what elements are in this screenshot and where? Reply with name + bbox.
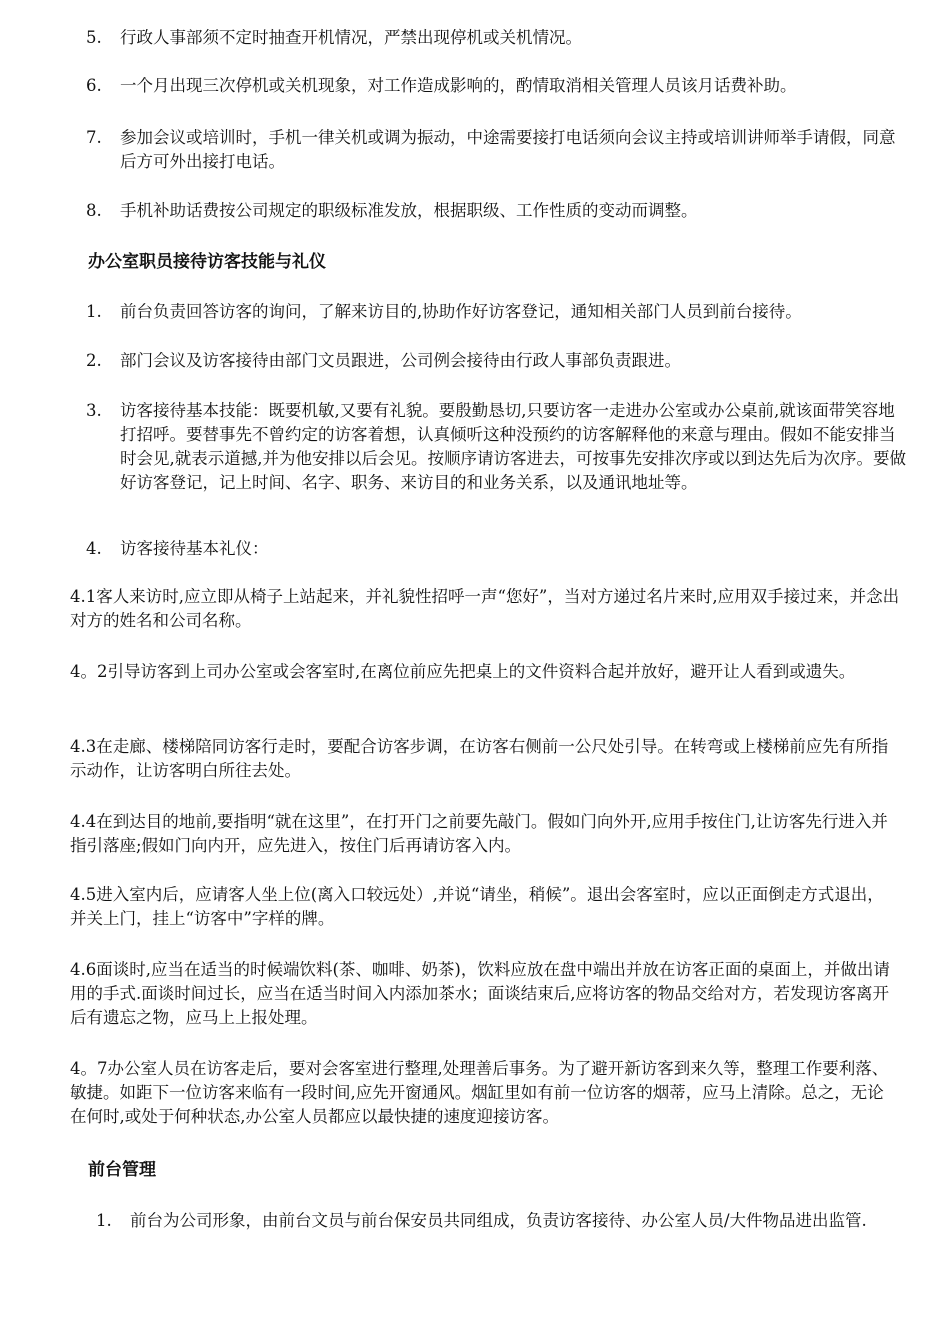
list-text: 前台负责回答访客的询问，了解来访目的,协助作好访客登记，通知相关部门人员到前台接待。 <box>120 302 802 321</box>
list-number: 1. <box>96 1211 112 1230</box>
section-heading: 前台管理 <box>88 1160 156 1180</box>
list-number: 1. <box>86 302 102 321</box>
sub-paragraph: 4.6面谈时,应当在适当的时候端饮料(茶、咖啡、奶茶)，饮料应放在盘中端出并放在访客正面的桌面上，并做出请用的手式.面谈时间过长，应当在适当时间入内添加茶水；面谈结束后,应将访客的物品交给对方，若发现访客离开后有遗忘之物，应马上上报处理。 <box>70 960 890 1027</box>
list-number: 4. <box>86 539 102 558</box>
list-text: 访客接待基本技能：既要机敏,又要有礼貌。要殷勤恳切,只要访客一走进办公室或办公桌前,就该面带笑容地打招呼。要替事先不曾约定的访客着想，认真倾听这种没预约的访客解释他的来意与理由。假如不能安排当时会见,就表示道撼,并为他安排以后会见。按顺序请访客进去，可按事先安排次序或以到达先后为次序。要做好访客登记，记上时间、名字、职务、来访目的和业务关系，以及通讯地址等。 <box>120 401 906 492</box>
list-text: 行政人事部须不定时抽查开机情况，严禁出现停机或关机情况。 <box>120 28 582 47</box>
sub-paragraph: 4。2引导访客到上司办公室或会客室时,在离位前应先把桌上的文件资料合起并放好，避开让人看到或遗失。 <box>70 662 856 681</box>
list-number: 2. <box>86 351 102 370</box>
sub-paragraph: 4。7办公室人员在访客走后，要对会客室进行整理,处理善后事务。为了避开新访客到来久等，整理工作要利落、敏捷。如距下一位访客来临有一段时间,应先开窗通风。烟缸里如有前一位访客的烟蒂，应马上清除。总之，无论在何时,或处于何种状态,办公室人员都应以最快捷的速度迎接访客。 <box>70 1059 889 1126</box>
sub-paragraph: 4.3在走廊、楼梯陪同访客行走时，要配合访客步调，在访客右侧前一公尺处引导。在转弯或上楼梯前应先有所指示动作，让访客明白所往去处。 <box>70 737 889 780</box>
list-number: 8. <box>86 201 102 220</box>
list-text: 前台为公司形象，由前台文员与前台保安员共同组成，负责访客接待、办公室人员/大件物品进出监管. <box>130 1211 867 1230</box>
list-number: 7. <box>86 128 102 147</box>
list-text: 部门会议及访客接待由部门文员跟进，公司例会接待由行政人事部负责跟进。 <box>120 351 681 370</box>
list-text: 手机补助话费按公司规定的职级标准发放，根据职级、工作性质的变动而调整。 <box>120 201 698 220</box>
sub-paragraph: 4.1客人来访时,应立即从椅子上站起来，并礼貌性招呼一声“您好”，当对方递过名片来时,应用双手接过来，并念出对方的姓名和公司名称。 <box>70 587 900 630</box>
section-heading: 办公室职员接待访客技能与礼仪 <box>88 252 326 272</box>
list-number: 5. <box>86 28 102 47</box>
sub-paragraph: 4.5进入室内后，应请客人坐上位(离入口较远处）,并说“请坐，稍候”。退出会客室时，应以正面倒走方式退出，并关上门，挂上“访客中”字样的牌。 <box>70 885 884 928</box>
list-text: 一个月出现三次停机或关机现象，对工作造成影响的，酌情取消相关管理人员该月话费补助。 <box>120 76 797 95</box>
list-number: 6. <box>86 76 102 95</box>
list-number: 3. <box>86 401 102 420</box>
list-text: 参加会议或培训时，手机一律关机或调为振动，中途需要接打电话须向会议主持或培训讲师举手请假，同意后方可外出接打电话。 <box>120 128 896 171</box>
sub-paragraph: 4.4在到达目的地前,要指明“就在这里”，在打开门之前要先敲门。假如门向外开,应用手按住门,让访客先行进入并指引落座;假如门向内开，应先进入，按住门后再请访客入内。 <box>70 812 888 855</box>
list-text: 访客接待基本礼仪： <box>120 539 269 558</box>
